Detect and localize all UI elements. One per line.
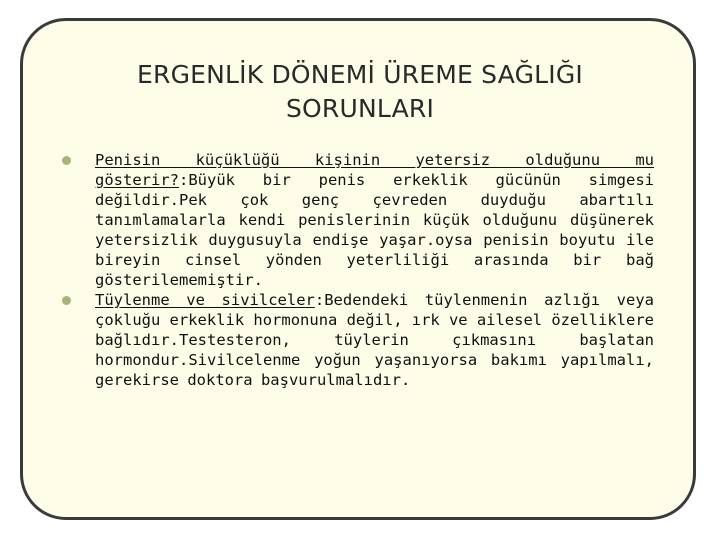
title-line-1: ERGENLİK DÖNEMİ ÜREME SAĞLIĞI — [137, 60, 583, 89]
title-line-2: SORUNLARI — [285, 94, 435, 123]
bullet-heading: Penisin küçüklüğü kişinin yetersiz olduğunu mu gösterir? — [95, 151, 654, 189]
bullet-heading: Tüylenme ve sivilceler — [95, 291, 315, 309]
bullet-text: :Büyük bir penis erkeklik gücünün simgesi değildir.Pek çok genç çevreden duyduğu abartılı tanımlamalarla kendi penislerinin küçük olduğunu düşünerek yetersizlik duygusuyla endişe yaşar.oysa penisin boyutu ile bireyin cinsel yönden yeterliliği arasında bir bağ gösterilememiştir. — [95, 171, 654, 289]
bullet-text: :Bedendeki tüylenmenin azlığı veya çokluğu erkeklik hormonuna değil, ırk ve ailesel özelliklere bağlıdır.Testesteron, tüylerin çıkmasını başlatan hormondur.Sivilcelenme yoğun yaşanıyorsa bakımı yapılmalı, gerekirse doktora başvurulmalıdır. — [95, 291, 654, 389]
bullet-item-penis-size — [62, 150, 654, 290]
bullet-dot-icon — [62, 296, 71, 305]
slide-title — [60, 58, 660, 126]
bullet-dot-icon — [62, 156, 71, 165]
bullet-item-hair-acne — [62, 290, 654, 390]
bullet-list — [62, 150, 654, 390]
